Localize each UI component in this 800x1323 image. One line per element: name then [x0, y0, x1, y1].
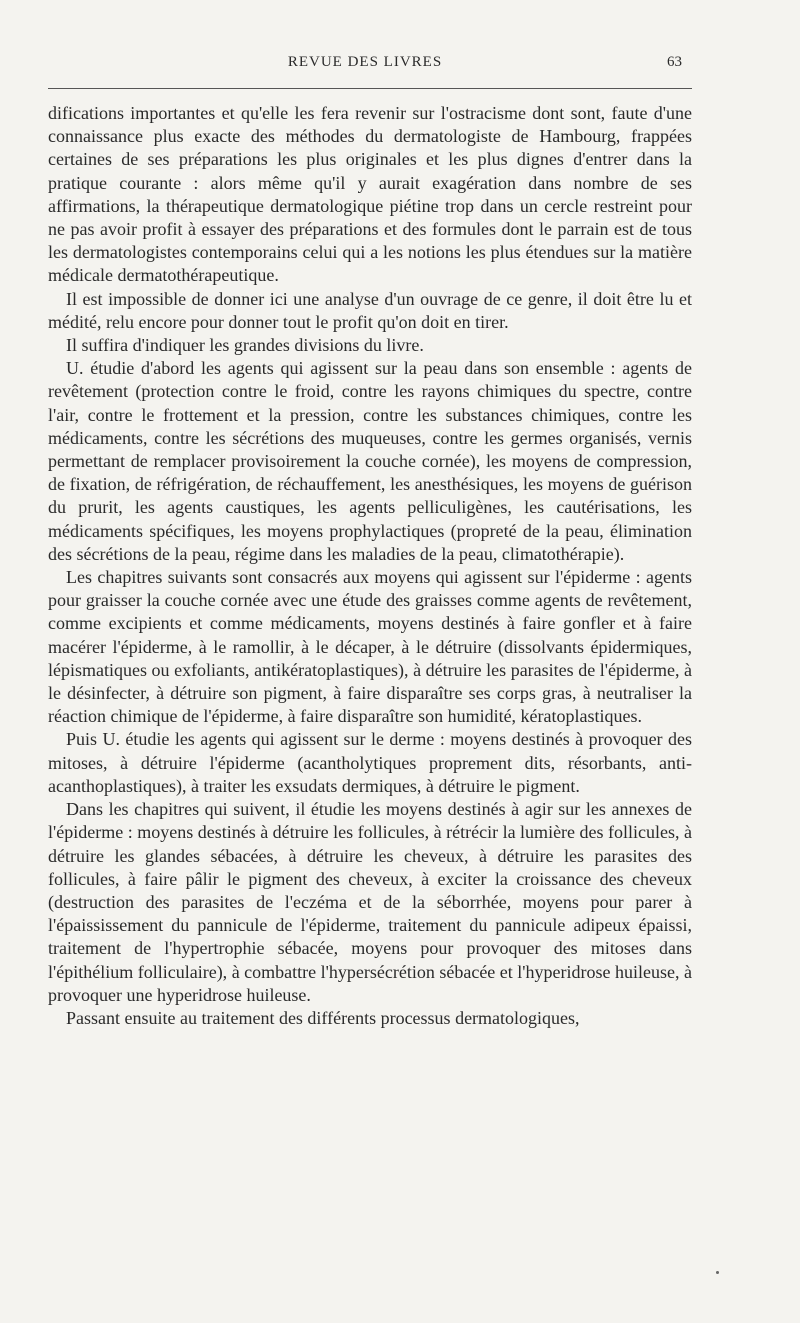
paragraph: difications importantes et qu'elle les fera revenir sur l'ostracisme dont sont, faute d'une connaissance plus exacte des méthodes du dermatologiste de Hambourg, frappées certaines de ses préparations les plus originales et les plus dignes d'entrer dans la pratique courante : alors même qu'il y aurait exagération dans nombre de ses affirmations, la thérapeutique dermatologique piétine trop dans un cercle restreint pour ne pas avoir profit à essayer des préparations et des formules dont le parrain est de tous les dermatologistes contemporains celui qui a les notions les plus étendues sur la matière médicale dermatothérapeutique.: [48, 103, 692, 286]
paragraph: Dans les chapitres qui suivent, il étudie les moyens destinés à agir sur les annexes de l'épiderme : moyens destinés à détruire les follicules, à rétrécir la lumière des follicules, à détruire les glandes sébacées, à détruire les cheveux, à détruire les parasites des follicules, à faire pâlir le pigment des cheveux, à exciter la croissance des cheveux (destruction des parasites de l'eczéma et de la séborrhée, moyens pour parer à l'épaississement du pannicule de l'épiderme, traitement du pannicule adipeux épaissi, traitement de l'hypertrophie sébacée, moyens pour provoquer des mitoses dans l'épithélium folliculaire), à combattre l'hypersécrétion sébacée et l'hyperidrose huileuse, à provoquer une hyperidrose huileuse.: [48, 799, 693, 1005]
body-text: [48, 102, 692, 1030]
paragraph: Passant ensuite au traitement des différents processus dermatologiques,: [66, 1007, 580, 1028]
running-title: REVUE DES LIVRES: [287, 54, 443, 70]
paragraph: Il suffira d'indiquer les grandes divisions du livre.: [66, 335, 424, 356]
running-head: [48, 54, 682, 76]
paragraph: Il est impossible de donner ici une analyse d'un ouvrage de ce genre, il doit être lu et médité, relu encore pour donner tout le profit qu'on doit en tirer.: [48, 288, 692, 332]
paragraph: Les chapitres suivants sont consacrés aux moyens qui agissent sur l'épiderme : agents pour graisser la couche cornée avec une étude des graisses comme agents de revêtement, comme excipients et comme médicaments, moyens destinés à faire gonfler et à faire macérer l'épiderme, à le ramollir, à le décaper, à le détruire (dissolvants épidermiques, lépismatiques ou exfoliants, antikératoplastiques), à détruire les parasites de l'épiderme, à le désinfecter, à détruire son pigment, à faire disparaître ses corps gras, à neutraliser la réaction chimique de l'épiderme, à faire disparaître son humidité, kératoplastiques.: [48, 567, 692, 727]
header-rule: [48, 88, 692, 89]
paragraph: U. étudie d'abord les agents qui agissent sur la peau dans son ensemble : agents de revêtement (protection contre le froid, contre les rayons chimiques du spectre, contre l'air, contre le frottement et la pression, contre les substances chimiques, contre les médicaments, contre les sécrétions des muqueuses, contre les germes organisés, vernis permettant de remplacer provisoirement la couche cornée), les moyens de compression, de fixation, de réfrigération, de réchauffement, les anesthésiques, les moyens de guérison du prurit, les agents caustiques, les agents pelliculigènes, les cautérisations, les médicaments spécifiques, les moyens prophylactiques (propreté de la peau, élimination des sécrétions de la peau, régime dans les maladies de la peau, climatothérapie).: [48, 358, 692, 564]
page-number: 63: [667, 54, 682, 70]
paragraph: Puis U. étudie les agents qui agissent sur le derme : moyens destinés à provoquer des mitoses, à détruire l'épiderme (acantholytiques proprement dits, résorbants, anti-acanthoplastiques), à traiter les exsudats dermiques, à détruire le pigment.: [48, 729, 692, 796]
ink-speck: [716, 1271, 719, 1274]
